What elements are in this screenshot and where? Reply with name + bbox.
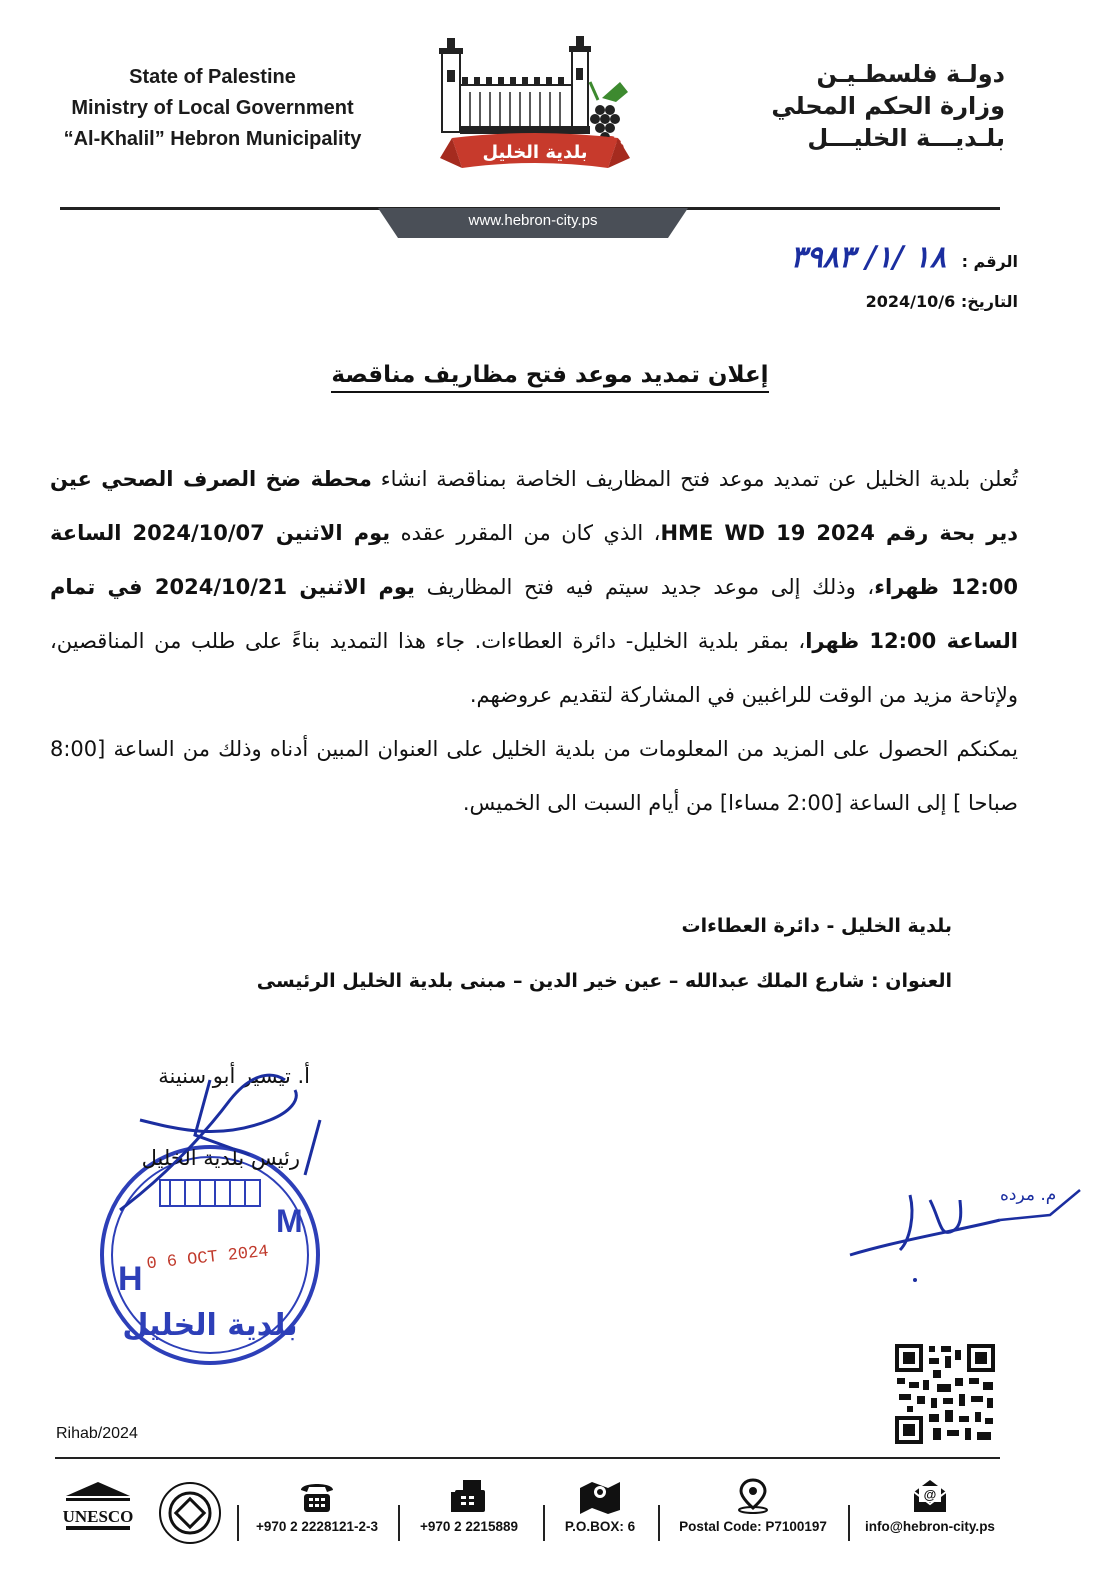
stamp-letter-m: M	[276, 1203, 303, 1239]
signatory-name: أ. تيسير أبو سنينة	[158, 1064, 310, 1088]
email-icon	[910, 1478, 950, 1514]
author-note: Rihab/2024	[56, 1425, 138, 1442]
date-label: التاريخ:	[960, 292, 1018, 311]
stamp-text: بلدية الخليل	[122, 1308, 298, 1343]
signature-scribble	[100, 1060, 350, 1230]
reference-label: الرقم :	[961, 252, 1018, 271]
document-title: إعلان تمديد موعد فتح مظاريف مناقصة	[150, 362, 950, 388]
header-en-line-3: “Al-Khalil” Hebron Municipality	[63, 128, 362, 150]
footer-postal-code: Postal Code: P7100197	[662, 1478, 844, 1540]
website-url[interactable]: www.hebron-city.ps	[468, 212, 598, 229]
unesco-logo	[58, 1478, 138, 1540]
initials-text: م. مرده	[1000, 1185, 1057, 1205]
stamp-date: 0 6 OCT 2024	[145, 1242, 270, 1275]
municipality-logo	[430, 30, 640, 195]
qr-code	[893, 1342, 997, 1446]
contact-address: العنوان : شارع الملك عبدالله – عين خير الدين – مبنى بلدية الخليل الرئيسى	[256, 970, 952, 992]
footer-rule	[55, 1457, 1000, 1459]
footer-email[interactable]: @ info@hebron-city.ps	[852, 1478, 1008, 1540]
header-ar-line-3: بلـديـــة الخليـــل	[807, 124, 1005, 152]
header-en-line-1: State of Palestine	[129, 66, 296, 88]
header-ar-line-2: وزارة الحكم المحلي	[771, 92, 1005, 120]
signatory-title: رئيس بلدية الخليل	[141, 1146, 300, 1170]
stamp-letter-h: H	[118, 1260, 143, 1298]
document-body	[50, 452, 1018, 830]
map-pin-icon	[578, 1478, 622, 1514]
fax-icon	[449, 1478, 489, 1514]
date-value: 2024/10/6	[865, 292, 956, 311]
world-heritage-icon	[150, 1478, 230, 1548]
original-date: يوم الاثنين 2024/10/07 الساعة 12:00 ظهراء	[50, 521, 1019, 599]
initials-signature	[840, 1160, 1090, 1290]
footer-separator	[237, 1505, 239, 1541]
footer-separator	[543, 1505, 545, 1541]
body-paragraph-2: يمكنكم الحصول على المزيد من المعلومات من بلدية الخليل على العنوان المبين أدناه وذلك من الساعة [8:00 صباحا ] إلى الساعة [2:00 مساءا] من أيام السبت الى الخميس.	[50, 737, 1018, 815]
location-icon	[733, 1478, 773, 1514]
document-date	[700, 292, 1018, 311]
footer-phone-2[interactable]: +970 2 2215889	[402, 1478, 536, 1540]
header-english	[40, 62, 385, 155]
header-arabic	[760, 58, 1005, 154]
header-en-line-2: Ministry of Local Government	[71, 97, 354, 119]
footer-pobox: P.O.BOX: 6	[548, 1478, 652, 1540]
footer-phone-1[interactable]: +970 2 2228121-2-3	[242, 1478, 392, 1540]
footer-separator	[398, 1505, 400, 1541]
footer-separator	[848, 1505, 850, 1541]
new-date: يوم الاثنين 2024/10/21 في تمام الساعة 12:00 ظهرا	[50, 575, 1018, 653]
telephone-icon	[297, 1478, 337, 1514]
unesco-text: UNESCO	[62, 1507, 134, 1526]
contact-department: بلدية الخليل - دائرة العطاءات	[681, 915, 952, 937]
project-name: محطة ضخ الصرف الصحي عين دير بحة رقم HME WD 19 2024	[50, 467, 1018, 545]
footer-separator	[658, 1505, 660, 1541]
logo-banner-text: بلدية الخليل	[482, 142, 588, 163]
header-ar-line-1: دولـة فلسطـيـن	[816, 60, 1005, 88]
reference-value: ١٨ /١/ ٣٩٨٣	[790, 240, 946, 275]
reference-number	[700, 240, 1018, 275]
svg-text:@: @	[923, 1487, 937, 1502]
unesco-icon	[62, 1478, 134, 1534]
body-paragraph-1: تُعلن بلدية الخليل عن تمديد موعد فتح المظاريف الخاصة بمناقصة انشاء محطة ضخ الصرف الصحي عين دير بحة رقم HME WD 19 2024، الذي كان من المقرر عقده يوم الاثنين 2024/10/07 الساعة 12:00 ظهراء، وذلك إلى موعد جديد سيتم فيه فتح المظاريف يوم الاثنين 2024/10/21 في تمام الساعة 12:00 ظهرا، بمقر بلدية الخليل- دائرة العطاءات. جاء هذا التمديد بناءً على طلب من المناقصين، ولإتاحة مزيد من الوقت للراغبين في المشاركة لتقديم عروضهم.	[50, 467, 1019, 707]
